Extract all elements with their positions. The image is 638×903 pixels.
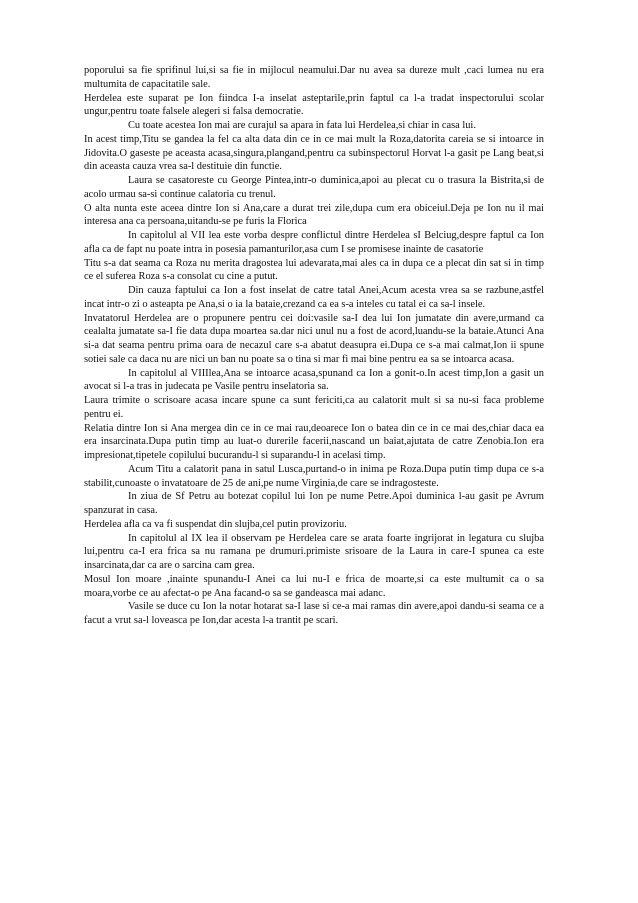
paragraph: Din cauza faptului ca Ion a fost inselat de catre tatal Anei,Acum acesta vrea sa se razbune,astfel incat intr-o zi o asteapta pe Ana,si o ia la bataie,crezand ca ea s-a inteles cu tatal ei ca sa-l insele. — [84, 285, 544, 310]
paragraph: poporului sa fie sprifinul lui,si sa fie in mijlocul neamului.Dar nu avea sa dureze mult ,caci lumea nu era multumita de capacitatile sale. — [84, 65, 544, 90]
paragraph: In capitolul al VIIIlea,Ana se intoarce acasa,spunand ca Ion a gonit-o.In acest timp,Ion a gasit un avocat si l-a tras in judecata pe Vasile pentru inselatoria sa. — [84, 367, 544, 393]
paragraph: Herdelea este suparat pe Ion fiindca I-a inselat asteptarile,prin faptul ca l-a tradat inspectorului scolar ungur,pentru toate falsele alegeri si falsa democratie. — [84, 92, 544, 118]
paragraph: Acum Titu a calatorit pana in satul Lusca,purtand-o in inima pe Roza.Dupa putin timp dupa ce s-a stabilit,cunoaste o invatatoare de 25 de ani,pe nume Virginia,de care se indragosteste. — [84, 463, 544, 489]
paragraph: Relatia dintre Ion si Ana mergea din ce in ce mai rau,deoarece Ion o batea din ce in ce mai des,chiar daca ea era insarcinata.Dupa putin timp au luat-o durerile facerii,nascand un baiat,ajutata de catre Zenobia.Ion era impresionat,tipetele copilului bucurandu-l si suparandu-l in acelasi timp. — [84, 422, 544, 461]
paragraph: O alta nunta este aceea dintre Ion si Ana,care a durat trei zile,dupa cum era obiceiul.Deja pe Ion nu il mai interesa ana ca persoana,uitandu-se pe furis la Florica — [84, 202, 544, 228]
paragraph: Mosul Ion moare ,inainte spunandu-I Anei ca lui nu-I e frica de moarte,si ca este multumit ca o sa moara,vorbe ce au afectat-o pe Ana facand-o sa se gandeasca mai adanc. — [84, 573, 544, 599]
paragraph: Herdelea afla ca va fi suspendat din slujba,cel putin provizoriu. — [84, 518, 347, 530]
paragraph: Laura se casatoreste cu George Pintea,intr-o duminica,apoi au plecat cu o trasura la Bistrita,si de acolo urmau sa-si continue calatoria cu trenul. — [84, 175, 544, 200]
paragraph: Vasile se duce cu Ion la notar hotarat sa-I lase si ce-a mai ramas din avere,apoi dandu-si seama ce a facut a vrut sa-l loveasca pe Ion,dar acesta l-a trantit pe scari. — [84, 601, 544, 626]
paragraph: Titu s-a dat seama ca Roza nu merita dragostea lui adevarata,mai ales ca in dupa ce a plecat din sat si in timp ce el suferea Roza s-a consolat cu cine a putut. — [84, 257, 544, 283]
paragraph: Laura trimite o scrisoare acasa incare spune ca sunt fericiti,ca au calatorit mult si sa nu-si faca probleme pentru ei. — [84, 395, 544, 420]
document-page — [84, 64, 544, 628]
paragraph: Cu toate acestea Ion mai are curajul sa apara in fata lui Herdelea,si chiar in casa lui. — [128, 120, 476, 131]
paragraph: Invatatorul Herdelea are o propunere pentru cei doi:vasile sa-I dea lui Ion jumatate din avere,urmand ca cealalta jumatate sa-I fie data dupa moartea sa.dar nici unul nu a fost de acord,luandu-se la bataie.Atunci Ana si-a dat seama pentru prima oara de necazul care s-a abatut deasupra ei.Dupa ce s-a mai calmat,Ion ii spune sotiei sale ca daca nu are nici un ban nu poate sa o tina si mar fi mai bine pentru ea sa se intoarca acasa. — [84, 312, 544, 365]
paragraph: In capitolul al IX lea il observam pe Herdelea care se arata foarte ingrijorat in legatura cu slujba lui,pentru ca-I era frica sa nu ramana pe drumuri.primiste srisoare de la Laura in care-I spunea ca este insarcinata,dar ca are o sarcina cam grea. — [84, 532, 544, 571]
paragraph: In capitolul al VII lea este vorba despre conflictul dintre Herdelea sI Belciug,despre faptul ca Ion afla ca de fapt nu poate intra in posesia pamanturilor,asa cum I se promisese inainte de casatorie — [84, 230, 544, 255]
paragraph: In ziua de Sf Petru au botezat copilul lui Ion pe nume Petre.Apoi duminica l-au gasit pe Avrum spanzurat in casa. — [84, 491, 544, 516]
paragraph: In acest timp,Titu se gandea la fel ca alta data din ce in ce mai mult la Roza,datorita careia se si intoarce in Jidovita.O gaseste pe aceasta acasa,singura,plangand,pentru ca subinspectorul Horvat l-a gasit pe Lang beat,si din aceasta cauza vrea sa-l destituie din functie. — [84, 133, 544, 173]
